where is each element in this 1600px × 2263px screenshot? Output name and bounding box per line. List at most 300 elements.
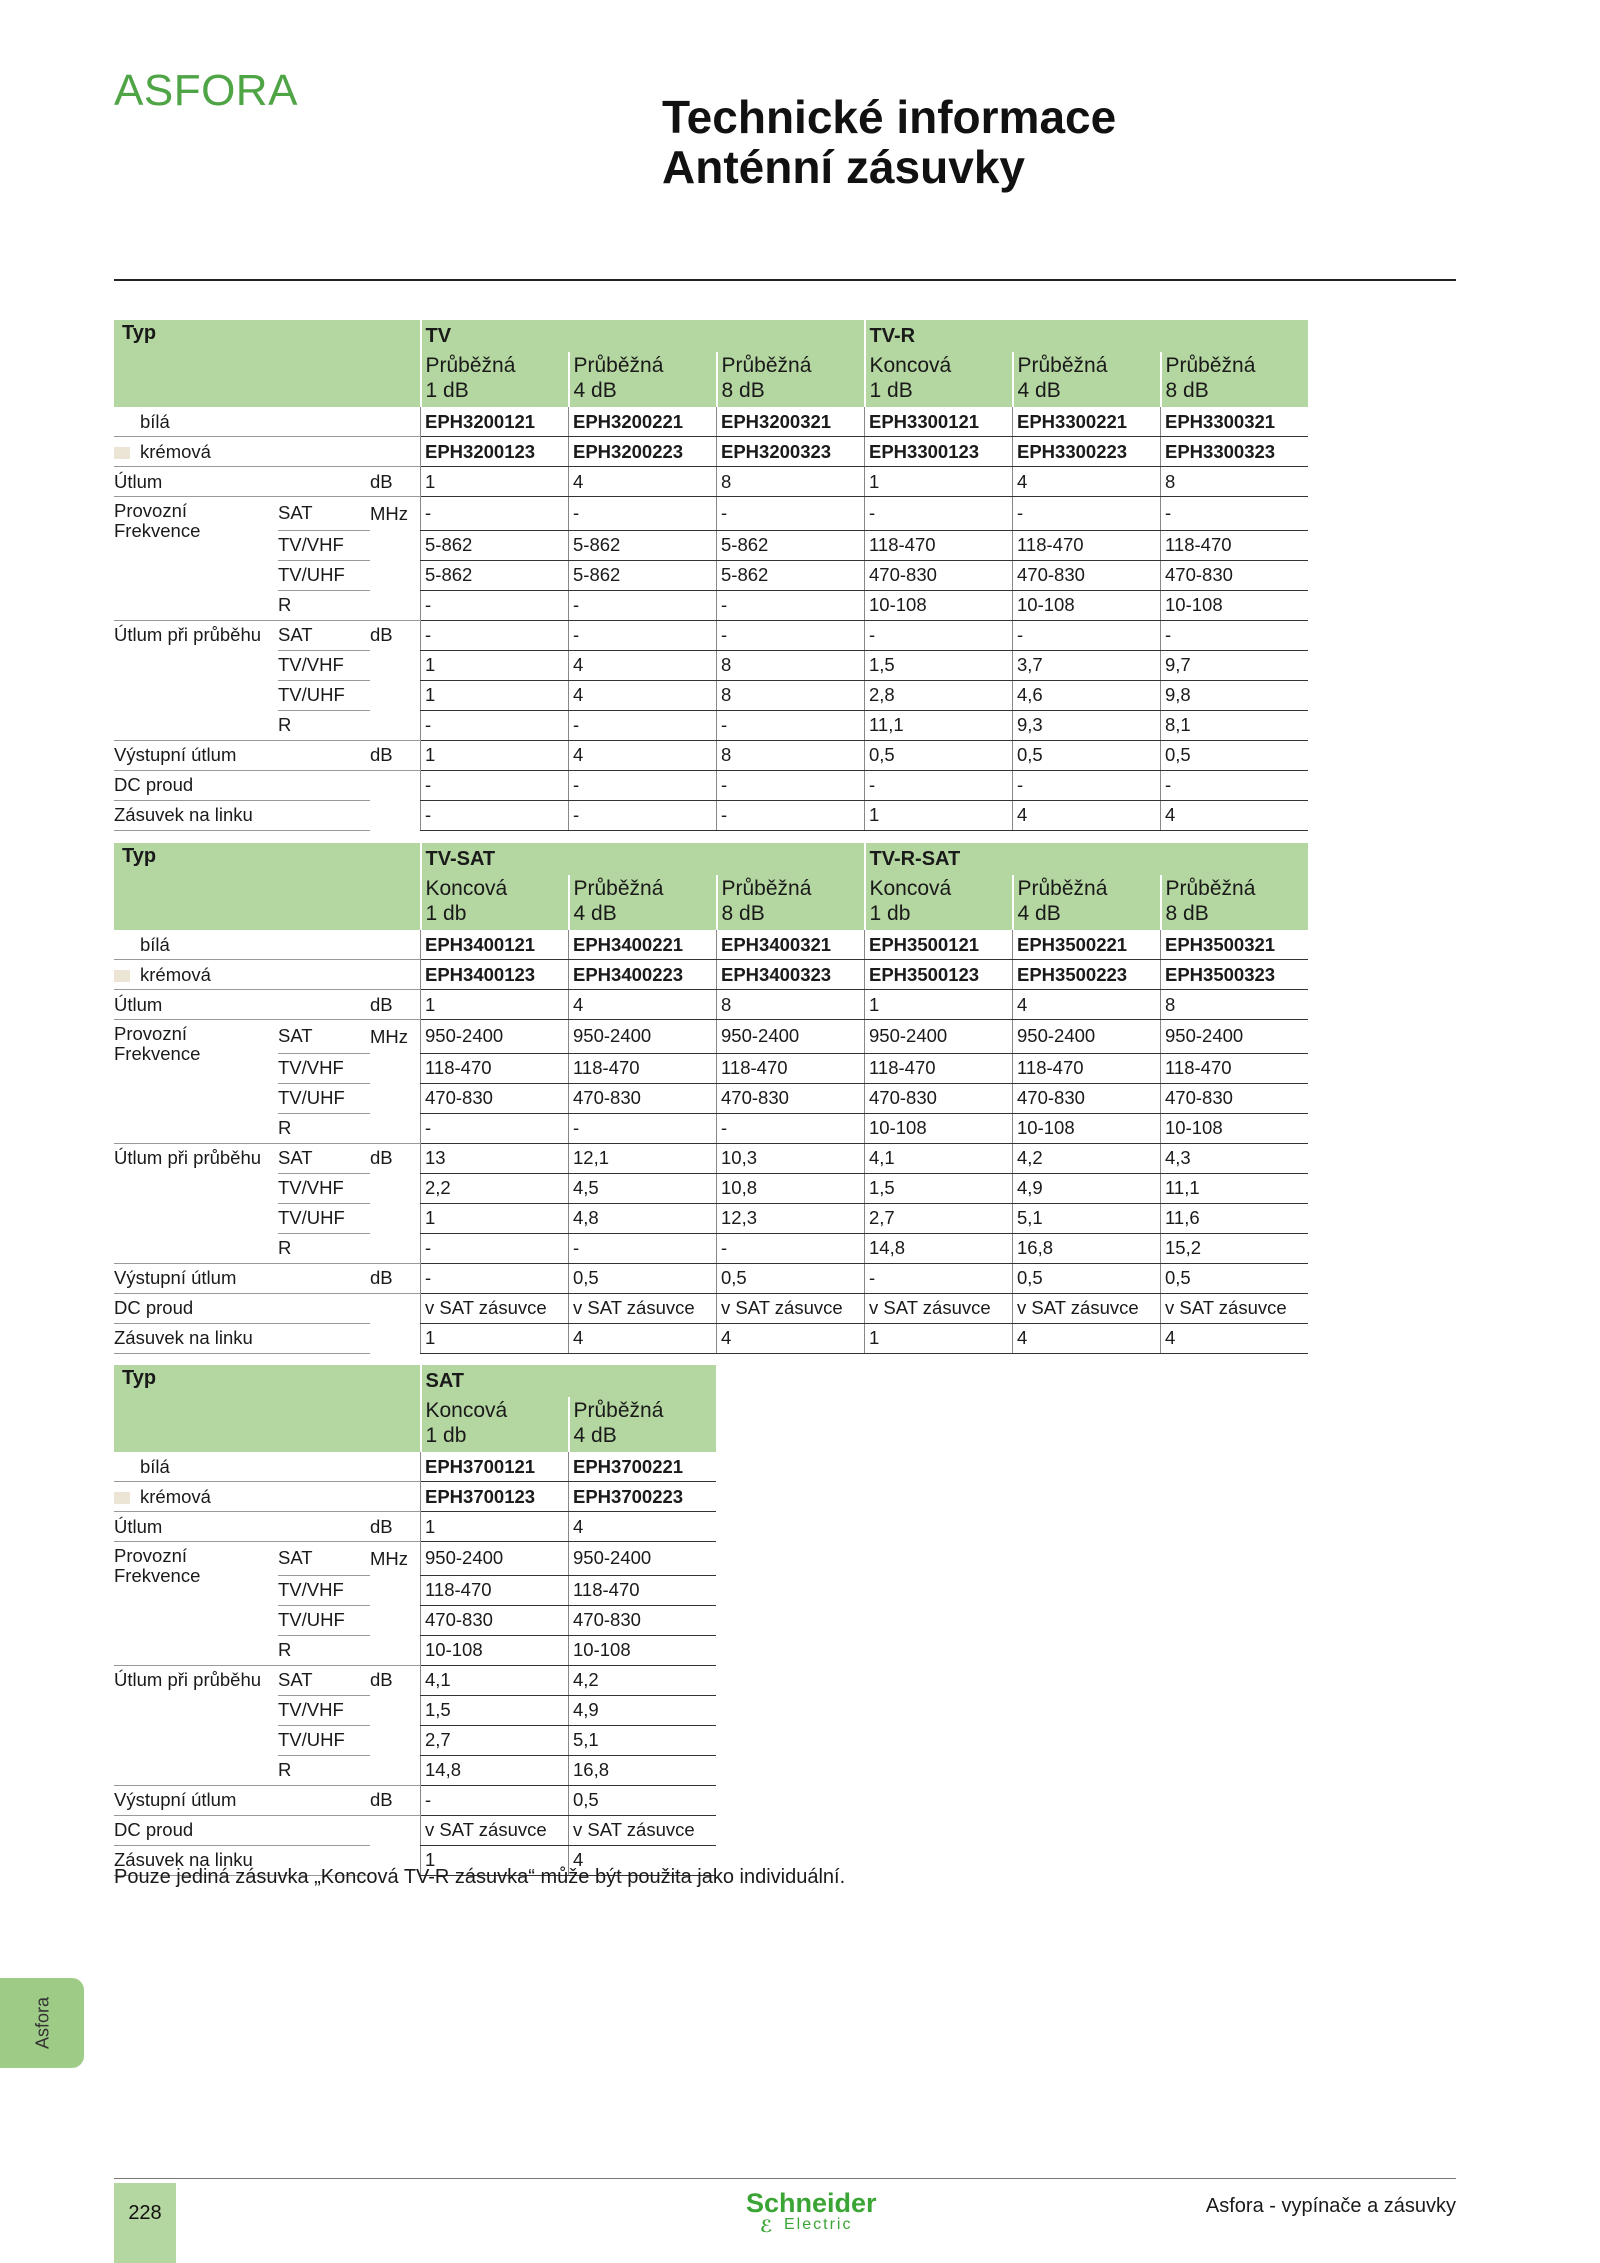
unit-label <box>370 1173 421 1203</box>
value-cell: - <box>717 770 865 800</box>
row-label <box>114 1755 278 1785</box>
unit-label <box>370 1695 421 1725</box>
page-number: 228 <box>114 2183 176 2263</box>
band-label: TV/UHF <box>278 1725 370 1755</box>
band-label: TV/UHF <box>278 1083 370 1113</box>
column-header <box>569 1397 716 1452</box>
value-cell: v SAT zásuvce <box>421 1815 569 1845</box>
value-cell: 10-108 <box>569 1635 716 1665</box>
row-label <box>114 1203 278 1233</box>
unit-label <box>370 1083 421 1113</box>
value-cell: - <box>569 590 717 620</box>
column-type: Průběžná <box>1017 354 1108 377</box>
value-cell: - <box>1161 770 1308 800</box>
value-cell: - <box>421 1785 569 1815</box>
value-cell: 950-2400 <box>421 1020 569 1054</box>
table-row <box>114 620 1308 650</box>
value-cell: 5-862 <box>421 560 569 590</box>
product-code: EPH3400223 <box>569 960 717 990</box>
value-cell: v SAT zásuvce <box>1013 1293 1161 1323</box>
value-cell: 950-2400 <box>421 1542 569 1576</box>
value-cell: 10-108 <box>1013 1113 1161 1143</box>
value-cell: 4 <box>1013 990 1161 1020</box>
value-cell: 9,7 <box>1161 650 1308 680</box>
spec-table-tv-sat <box>114 843 1308 1354</box>
value-cell: 1 <box>421 467 569 497</box>
value-cell: 118-470 <box>569 1053 717 1083</box>
row-label-continued: Frekvence <box>114 1565 201 1586</box>
value-cell: - <box>421 1113 569 1143</box>
value-cell: 4 <box>1013 800 1161 830</box>
value-cell: 0,5 <box>1013 1263 1161 1293</box>
product-code: EPH3200121 <box>421 407 569 437</box>
spec-table-sat <box>114 1365 716 1876</box>
unit-label: MHz <box>370 1547 409 1569</box>
value-cell: - <box>421 590 569 620</box>
column-header <box>1013 875 1161 930</box>
value-cell: 4,1 <box>865 1143 1013 1173</box>
value-cell: 8 <box>1161 467 1308 497</box>
row-label: Útlum <box>114 467 278 497</box>
table-row <box>114 1755 716 1785</box>
unit-label <box>370 1203 421 1233</box>
value-cell: 12,1 <box>569 1143 717 1173</box>
value-cell: 470-830 <box>1013 1083 1161 1113</box>
value-cell: 0,5 <box>569 1785 716 1815</box>
value-cell: - <box>421 1233 569 1263</box>
color-cream-row-label <box>114 1482 421 1512</box>
column-type: Koncová <box>869 877 952 900</box>
value-cell: - <box>865 620 1013 650</box>
brand-label: ASFORA <box>114 66 298 115</box>
value-cell: 8 <box>717 650 865 680</box>
value-cell: 470-830 <box>569 1605 716 1635</box>
value-cell: v SAT zásuvce <box>421 1293 569 1323</box>
value-cell: 0,5 <box>1161 1263 1308 1293</box>
table-row <box>114 1083 1308 1113</box>
product-code: EPH3500221 <box>1013 930 1161 960</box>
column-header <box>865 352 1013 407</box>
band-label: TV/VHF <box>278 1695 370 1725</box>
unit-label <box>370 560 421 590</box>
row-label-continued: Frekvence <box>114 1043 201 1064</box>
column-type: Průběžná <box>573 1399 664 1422</box>
color-swatch <box>114 447 130 459</box>
unit-label <box>370 1053 421 1083</box>
value-cell: 8 <box>1161 990 1308 1020</box>
column-attenuation: 8 dB <box>721 902 765 925</box>
value-cell: 470-830 <box>421 1083 569 1113</box>
value-cell: 1 <box>865 800 1013 830</box>
value-cell: 10-108 <box>1013 590 1161 620</box>
color-cream-row-label <box>114 437 421 467</box>
color-label: bílá <box>140 410 170 432</box>
value-cell: v SAT zásuvce <box>569 1815 716 1845</box>
value-cell: 14,8 <box>421 1755 569 1785</box>
typ-header: Typ <box>114 843 421 875</box>
column-type: Průběžná <box>721 354 812 377</box>
table-row <box>114 800 1308 830</box>
value-cell: - <box>1161 620 1308 650</box>
value-cell: 1 <box>421 1512 569 1542</box>
column-type: Průběžná <box>1165 354 1256 377</box>
group-header: TV-R-SAT <box>865 843 1308 875</box>
column-header <box>421 875 569 930</box>
unit-label <box>370 710 421 740</box>
column-attenuation: 8 dB <box>1165 902 1209 925</box>
band-label <box>278 1785 370 1815</box>
band-label: SAT <box>278 1020 370 1054</box>
value-cell: 10,3 <box>717 1143 865 1173</box>
value-cell: - <box>569 1233 717 1263</box>
table-row <box>114 1233 1308 1263</box>
table-row <box>114 740 1308 770</box>
value-cell: 470-830 <box>1161 560 1308 590</box>
value-cell: - <box>421 1263 569 1293</box>
table-row <box>114 1542 716 1576</box>
row-label <box>114 1605 278 1635</box>
row-label: Útlum <box>114 990 278 1020</box>
unit-label <box>370 590 421 620</box>
unit-label <box>370 1323 421 1353</box>
row-label: Provozní Frekvence <box>114 500 201 541</box>
unit-label: dB <box>370 990 421 1020</box>
typ-spacer <box>114 875 421 930</box>
value-cell: 1 <box>421 650 569 680</box>
row-label: DC proud <box>114 1293 278 1323</box>
product-code: EPH3300321 <box>1161 407 1308 437</box>
typ-header: Typ <box>114 320 421 352</box>
value-cell: 4 <box>1013 1323 1161 1353</box>
value-cell: 4,8 <box>569 1203 717 1233</box>
product-code: EPH3200223 <box>569 437 717 467</box>
value-cell: 10-108 <box>1161 1113 1308 1143</box>
table-row <box>114 1725 716 1755</box>
value-cell: 470-830 <box>1013 560 1161 590</box>
unit-label: dB <box>370 1785 421 1815</box>
logo-sub: Electric <box>784 2216 853 2233</box>
table-row <box>114 1143 1308 1173</box>
column-attenuation: 8 dB <box>721 379 765 402</box>
value-cell: - <box>569 620 717 650</box>
value-cell: 950-2400 <box>569 1542 716 1576</box>
column-header <box>1161 875 1308 930</box>
product-code: EPH3500323 <box>1161 960 1308 990</box>
value-cell: 470-830 <box>421 1605 569 1635</box>
unit-label: dB <box>370 467 421 497</box>
table-row <box>114 560 1308 590</box>
table-row <box>114 1365 716 1397</box>
table-row <box>114 1053 1308 1083</box>
table-row <box>114 320 1308 352</box>
value-cell: 11,1 <box>865 710 1013 740</box>
color-swatch <box>114 940 130 952</box>
side-tab-label: Asfora <box>32 1996 53 2050</box>
value-cell: 2,2 <box>421 1173 569 1203</box>
product-code: EPH3300121 <box>865 407 1013 437</box>
column-attenuation: 1 db <box>869 902 911 925</box>
unit-label: dB <box>370 1669 393 1691</box>
value-cell: 4 <box>717 1323 865 1353</box>
band-label <box>278 770 370 800</box>
color-swatch <box>114 417 130 429</box>
side-tab[interactable] <box>0 1978 84 2068</box>
value-cell: - <box>717 710 865 740</box>
row-label <box>114 1233 278 1263</box>
unit-label <box>370 800 421 830</box>
table-row <box>114 650 1308 680</box>
band-label: SAT <box>278 1143 370 1173</box>
group-header: TV-SAT <box>421 843 865 875</box>
color-swatch <box>114 970 130 982</box>
column-attenuation: 4 dB <box>573 1424 617 1447</box>
value-cell: 118-470 <box>717 1053 865 1083</box>
table-row <box>114 530 1308 560</box>
product-code: EPH3200221 <box>569 407 717 437</box>
value-cell: 118-470 <box>421 1053 569 1083</box>
typ-spacer <box>114 352 421 407</box>
band-label <box>278 1512 370 1542</box>
row-label <box>114 710 278 740</box>
column-header <box>421 352 569 407</box>
table-row <box>114 590 1308 620</box>
column-attenuation: 4 dB <box>573 902 617 925</box>
value-cell: 4 <box>1161 800 1308 830</box>
table-row <box>114 497 1308 531</box>
unit-label <box>370 770 421 800</box>
row-label: Útlum při průběhu <box>114 624 262 646</box>
value-cell: 4,9 <box>1013 1173 1161 1203</box>
row-label: Zásuvek na linku <box>114 1323 278 1353</box>
value-cell: 10-108 <box>865 590 1013 620</box>
value-cell: 4 <box>569 650 717 680</box>
logo-mark-icon: ℰ <box>760 2217 773 2236</box>
column-header <box>717 352 865 407</box>
value-cell: - <box>421 620 569 650</box>
unit-label: dB <box>370 1263 421 1293</box>
value-cell: 5-862 <box>717 530 865 560</box>
column-attenuation: 1 db <box>425 902 467 925</box>
color-label: krémová <box>140 1485 211 1507</box>
value-cell: 470-830 <box>865 1083 1013 1113</box>
product-code: EPH3500223 <box>1013 960 1161 990</box>
value-cell: 4 <box>569 680 717 710</box>
value-cell: 1 <box>421 680 569 710</box>
row-label <box>114 1113 278 1143</box>
value-cell: 1,5 <box>421 1695 569 1725</box>
band-label: SAT <box>278 1665 370 1695</box>
group-header: TV-R <box>865 320 1308 352</box>
value-cell: 4,9 <box>569 1695 716 1725</box>
value-cell: 2,7 <box>865 1203 1013 1233</box>
column-type: Průběžná <box>1165 877 1256 900</box>
table-row <box>114 467 1308 497</box>
unit-label <box>370 1575 421 1605</box>
value-cell: 5-862 <box>421 530 569 560</box>
band-label <box>278 467 370 497</box>
value-cell: 0,5 <box>1013 740 1161 770</box>
band-label <box>278 740 370 770</box>
value-cell: - <box>1013 770 1161 800</box>
column-attenuation: 4 dB <box>1017 902 1061 925</box>
band-label: R <box>278 1755 370 1785</box>
value-cell: - <box>569 770 717 800</box>
row-label: Útlum <box>114 1512 278 1542</box>
footer-title: Asfora - vypínače a zásuvky <box>1205 2195 1456 2217</box>
column-type: Koncová <box>869 354 952 377</box>
row-label <box>114 590 278 620</box>
product-code: EPH3500123 <box>865 960 1013 990</box>
unit-label <box>370 1815 421 1845</box>
value-cell: 470-830 <box>717 1083 865 1113</box>
value-cell: 2,7 <box>421 1725 569 1755</box>
value-cell: v SAT zásuvce <box>717 1293 865 1323</box>
unit-label: dB <box>370 624 393 646</box>
band-label <box>278 1293 370 1323</box>
title-line-2: Anténní zásuvky <box>662 141 1025 193</box>
value-cell: - <box>1013 497 1161 531</box>
product-code: EPH3700121 <box>421 1452 569 1482</box>
value-cell: 8 <box>717 467 865 497</box>
product-code: EPH3200323 <box>717 437 865 467</box>
unit-label <box>370 1233 421 1263</box>
table-row <box>114 407 1308 437</box>
value-cell: 4,1 <box>421 1665 569 1695</box>
value-cell: 0,5 <box>569 1263 717 1293</box>
value-cell: 1 <box>865 990 1013 1020</box>
value-cell: 5-862 <box>569 530 717 560</box>
product-code: EPH3400323 <box>717 960 865 990</box>
value-cell: 1 <box>421 1203 569 1233</box>
value-cell: 950-2400 <box>1161 1020 1308 1054</box>
color-label: bílá <box>140 1455 170 1477</box>
value-cell: 10-108 <box>1161 590 1308 620</box>
row-label <box>114 1725 278 1755</box>
value-cell: - <box>569 1113 717 1143</box>
band-label: TV/UHF <box>278 680 370 710</box>
value-cell: - <box>421 710 569 740</box>
value-cell: 950-2400 <box>1013 1020 1161 1054</box>
value-cell: 4 <box>1013 467 1161 497</box>
value-cell: 118-470 <box>865 1053 1013 1083</box>
table-row <box>114 1635 716 1665</box>
unit-label <box>370 1725 421 1755</box>
column-header <box>865 875 1013 930</box>
product-code: EPH3500321 <box>1161 930 1308 960</box>
row-label: Výstupní útlum <box>114 1785 278 1815</box>
color-cream-row-label <box>114 960 421 990</box>
product-code: EPH3300223 <box>1013 437 1161 467</box>
column-attenuation: 1 db <box>425 1424 467 1447</box>
band-label: TV/UHF <box>278 560 370 590</box>
value-cell: 4 <box>569 1845 716 1875</box>
product-code: EPH3400123 <box>421 960 569 990</box>
value-cell: 4 <box>569 1512 716 1542</box>
value-cell: 5-862 <box>717 560 865 590</box>
table-row <box>114 352 1308 407</box>
value-cell: - <box>1161 497 1308 531</box>
row-label <box>114 1083 278 1113</box>
schneider-logo <box>738 2188 898 2238</box>
column-attenuation: 1 dB <box>869 379 913 402</box>
unit-label <box>370 650 421 680</box>
value-cell: 9,3 <box>1013 710 1161 740</box>
column-type: Průběžná <box>1017 877 1108 900</box>
value-cell: 1 <box>865 1323 1013 1353</box>
table-row <box>114 1020 1308 1054</box>
product-code: EPH3200123 <box>421 437 569 467</box>
value-cell: 118-470 <box>1161 530 1308 560</box>
value-cell: 4 <box>569 990 717 1020</box>
color-label: bílá <box>140 933 170 955</box>
value-cell: 4,5 <box>569 1173 717 1203</box>
value-cell: 950-2400 <box>569 1020 717 1054</box>
group-header: SAT <box>421 1365 716 1397</box>
band-label: SAT <box>278 620 370 650</box>
value-cell: 4,6 <box>1013 680 1161 710</box>
value-cell: 5,1 <box>1013 1203 1161 1233</box>
value-cell: - <box>569 800 717 830</box>
band-label: R <box>278 1113 370 1143</box>
column-type: Průběžná <box>573 354 664 377</box>
table-row <box>114 710 1308 740</box>
row-label: Útlum při průběhu <box>114 1669 262 1691</box>
value-cell: 118-470 <box>865 530 1013 560</box>
unit-label: dB <box>370 740 421 770</box>
value-cell: 2,8 <box>865 680 1013 710</box>
column-attenuation: 1 dB <box>425 379 469 402</box>
value-cell: - <box>865 1263 1013 1293</box>
band-label: R <box>278 590 370 620</box>
value-cell: 15,2 <box>1161 1233 1308 1263</box>
band-label: TV/VHF <box>278 1173 370 1203</box>
value-cell: 5-862 <box>569 560 717 590</box>
value-cell: - <box>421 497 569 531</box>
band-label <box>278 1323 370 1353</box>
row-label <box>114 650 278 680</box>
value-cell: 11,1 <box>1161 1173 1308 1203</box>
unit-label: MHz <box>370 502 409 524</box>
unit-label <box>370 1755 421 1785</box>
column-attenuation: 4 dB <box>573 379 617 402</box>
row-label <box>114 1173 278 1203</box>
value-cell: 118-470 <box>1161 1053 1308 1083</box>
table-row <box>114 1482 716 1512</box>
value-cell: - <box>421 770 569 800</box>
table-row <box>114 1695 716 1725</box>
value-cell: 118-470 <box>1013 530 1161 560</box>
value-cell: - <box>717 620 865 650</box>
product-code: EPH3400221 <box>569 930 717 960</box>
value-cell: 1 <box>421 740 569 770</box>
value-cell: - <box>717 1113 865 1143</box>
value-cell: 118-470 <box>569 1575 716 1605</box>
value-cell: v SAT zásuvce <box>865 1293 1013 1323</box>
band-label: TV/VHF <box>278 650 370 680</box>
row-label: Výstupní útlum <box>114 740 278 770</box>
table-row <box>114 1512 716 1542</box>
value-cell: 10-108 <box>421 1635 569 1665</box>
product-code: EPH3300221 <box>1013 407 1161 437</box>
table-row <box>114 1785 716 1815</box>
value-cell: 4 <box>569 740 717 770</box>
band-label: TV/UHF <box>278 1203 370 1233</box>
row-label <box>114 680 278 710</box>
unit-label <box>370 1293 421 1323</box>
value-cell: 0,5 <box>717 1263 865 1293</box>
row-label: DC proud <box>114 1815 278 1845</box>
unit-label <box>370 1635 421 1665</box>
